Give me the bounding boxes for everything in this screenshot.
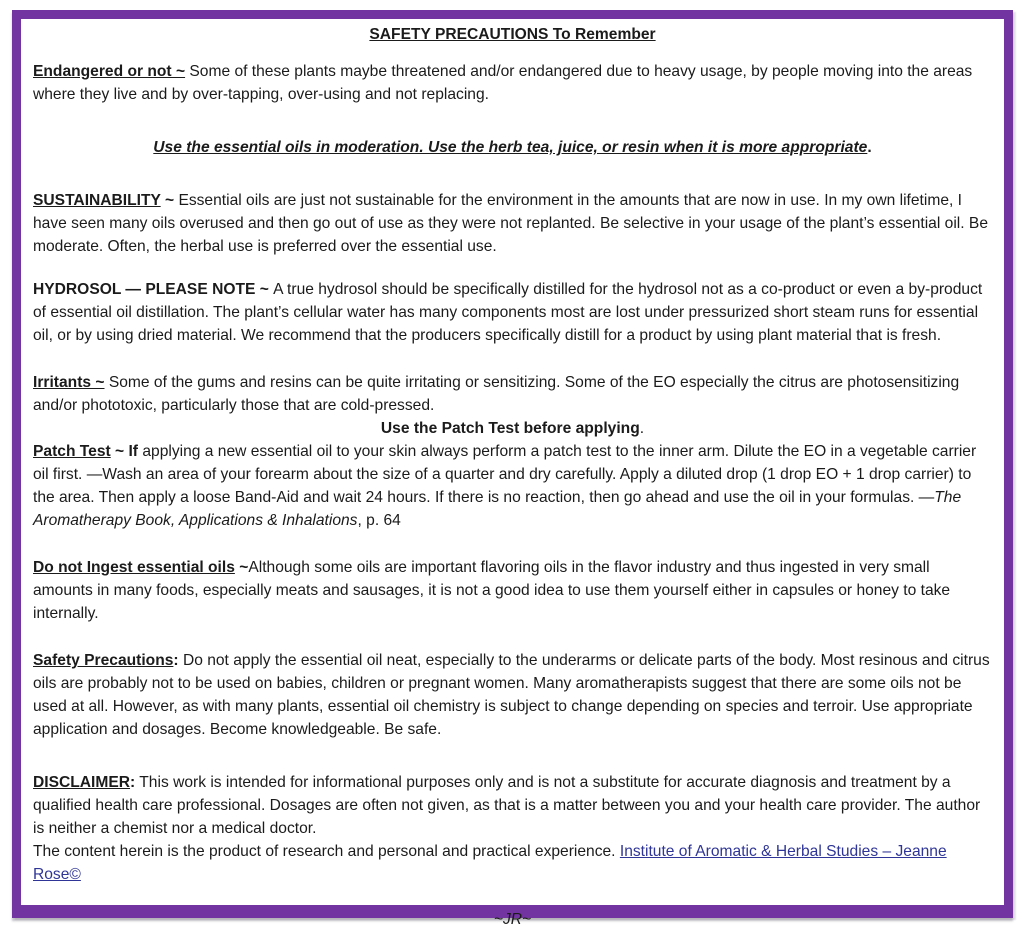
footer-initials-text: ~JR~ [493, 911, 532, 928]
paragraph-patch-test [33, 440, 992, 532]
page-title [33, 23, 992, 46]
do-not-ingest-tilde: ~ [234, 559, 249, 576]
paragraph-endangered [33, 60, 992, 106]
paragraph-hydrosol [33, 278, 992, 347]
footer-initials [33, 908, 992, 930]
paragraph-patch-center [33, 417, 992, 440]
sustainability-body: Essential oils are just not sustainable for the environment in the amounts that are now in use. In my own lifetime, I have seen many oils overused and then go out of use as they were not replanted. Be selective in your usage of the plant’s essential oil. Be moderate. Often, the herbal use is preferred over the essential use. [33, 192, 988, 255]
safety-colon: : [173, 652, 179, 669]
paragraph-moderation [33, 136, 992, 159]
patch-center-text: Use the Patch Test before applying [380, 420, 640, 437]
irritants-heading: Irritants ~ [33, 374, 105, 391]
patch-center-period: . [639, 420, 645, 437]
moderation-period: . [867, 139, 872, 156]
endangered-body: Some of these plants maybe threatened and/or endangered due to heavy usage, by people moving into the areas where they live and by over-tapping, over-using and not replacing. [33, 63, 973, 103]
patch-test-page-ref: , p. 64 [357, 512, 401, 529]
hydrosol-body: A true hydrosol should be specifically distilled for the hydrosol not as a co-product or even a by-product of essential oil distillation. The plant’s cellular water has many components most are lost under pressurized short steam runs for essential oil, or by using dried material. We recommend that the producers specifically distill for a product by using plant material that is fresh. [33, 281, 983, 344]
paragraph-disclaimer [33, 771, 992, 840]
patch-test-heading: Patch Test [33, 443, 111, 460]
institute-link[interactable]: Institute of Aromatic & Herbal Studies – Jeanne Rose© [33, 843, 947, 883]
disclaimer-colon: : [130, 774, 136, 791]
page-title-text: SAFETY PRECAUTIONS To Remember [369, 26, 656, 43]
paragraph-disclaimer-source [33, 840, 992, 886]
sustainability-heading: SUSTAINABILITY [33, 192, 161, 209]
paragraph-irritants [33, 371, 992, 417]
safety-body: Do not apply the essential oil neat, especially to the underarms or delicate parts of the body. Most resinous and citrus oils are probably not to be used on babies, children or pregnant women. Many aromatherapists suggest that there are some oils not be used at all. However, as with many plants, essential oil chemistry is subject to change depending on species and terroir. Use appropriate application and dosages. Become knowledgeable. Be safe. [33, 652, 990, 738]
endangered-heading: Endangered or not ~ [33, 63, 186, 80]
safety-heading: Safety Precautions [33, 652, 174, 669]
disclaimer-body: This work is intended for informational purposes only and is not a substitute for accurate diagnosis and treatment by a qualified health care professional. Dosages are often not given, as that is a matter between you and your health care provider. The author is neither a chemist nor a medical doctor. [33, 774, 981, 837]
patch-test-body: applying a new essential oil to your skin always perform a patch test to the inner arm. Dilute the EO in a vegetable carrier oil first. —Wash an area of your forearm about the size of a quarter and dry carefully. Apply a diluted drop (1 drop EO + 1 drop carrier) to the area. Then apply a loose Band-Aid and wait 24 hours. If there is no reaction, then go ahead and use the oil in your formulas. — [33, 443, 977, 506]
moderation-text: Use the essential oils in moderation. Use the herb tea, juice, or resin when it is more appropriate [153, 139, 868, 156]
do-not-ingest-heading: Do not Ingest essential oils [33, 559, 235, 576]
document-page [12, 10, 1013, 928]
paragraph-safety-precautions [33, 649, 992, 741]
patch-test-tilde: ~ If [110, 443, 143, 460]
hydrosol-heading: HYDROSOL — PLEASE NOTE ~ [33, 281, 274, 298]
irritants-body: Some of the gums and resins can be quite irritating or sensitizing. Some of the EO especially the citrus are photosensitizing and/or phototoxic, particularly those that are cold-pressed. [33, 374, 960, 414]
paragraph-do-not-ingest [33, 556, 992, 625]
disclaimer-heading: DISCLAIMER [33, 774, 131, 791]
sustainability-tilde: ~ [160, 192, 179, 209]
do-not-ingest-body: Although some oils are important flavoring oils in the flavor industry and thus ingested in very small amounts in many foods, especially meats and sausages, it is not a good idea to use them yourself either in capsules or honey to take internally. [33, 559, 951, 622]
patch-test-book-title: The Aromatherapy Book, Applications & Inhalations [33, 489, 962, 529]
disclaimer-content-line: The content herein is the product of research and personal and practical experience. [33, 843, 620, 860]
paragraph-sustainability [33, 189, 992, 258]
